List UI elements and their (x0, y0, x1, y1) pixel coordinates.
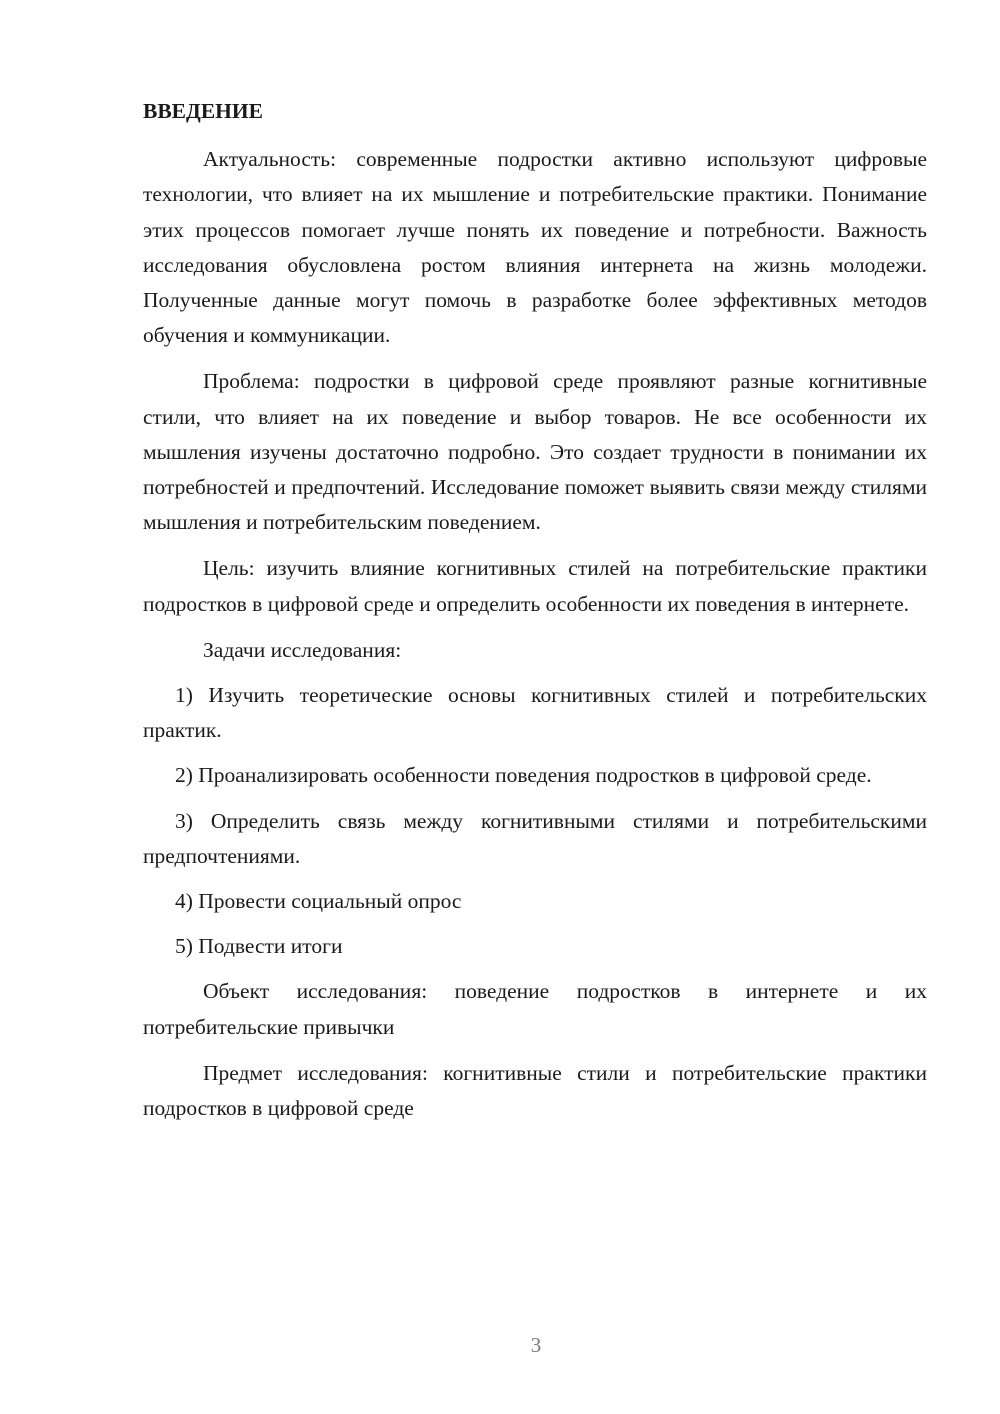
task-item: 5) Подвести итоги (175, 934, 343, 959)
tasks-title: Задачи исследования: (203, 637, 402, 662)
task-item: 4) Провести социальный опрос (175, 889, 462, 914)
section-heading: ВВЕДЕНИЕ (143, 99, 263, 123)
goal-paragraph: Цель: изучить влияние когнитивных стилей на потребительские практики подростков в цифровой среде и определить особенности их поведения в интернете. (143, 556, 927, 616)
document-body (143, 94, 927, 1137)
problem-paragraph: Проблема: подростки в цифровой среде проявляют разные когнитивные стили, что влияет на их поведение и выбор товаров. Не все особенности их мышления изучены достаточно подробно. Это создает трудности в понимании их потребностей и предпочтений. Исследование поможет выявить связи между стилями мышления и потребительским поведением. (143, 369, 927, 535)
object-paragraph: Объект исследования: поведение подростков в интернете и их потребительские привычки (143, 979, 927, 1039)
task-item: 3) Определить связь между когнитивными стилями и потребительскими предпочтениями. (143, 808, 927, 868)
task-item: 1) Изучить теоретические основы когнитивных стилей и потребительских практик. (143, 683, 927, 743)
task-item: 2) Проанализировать особенности поведения подростков в цифровой среде. (175, 763, 872, 788)
relevance-paragraph: Актуальность: современные подростки активно используют цифровые технологии, что влияет на их мышление и потребительские практики. Понимание этих процессов помогает лучше понять их поведение и потребности. Важность исследования обусловлена ростом влияния интернета на жизнь молодежи. Полученные данные могут помочь в разработке более эффективных методов обучения и коммуникации. (143, 147, 927, 348)
subject-paragraph: Предмет исследования: когнитивные стили и потребительские практики подростков в цифровой среде (143, 1060, 927, 1121)
page-number: 3 (530, 1333, 542, 1357)
